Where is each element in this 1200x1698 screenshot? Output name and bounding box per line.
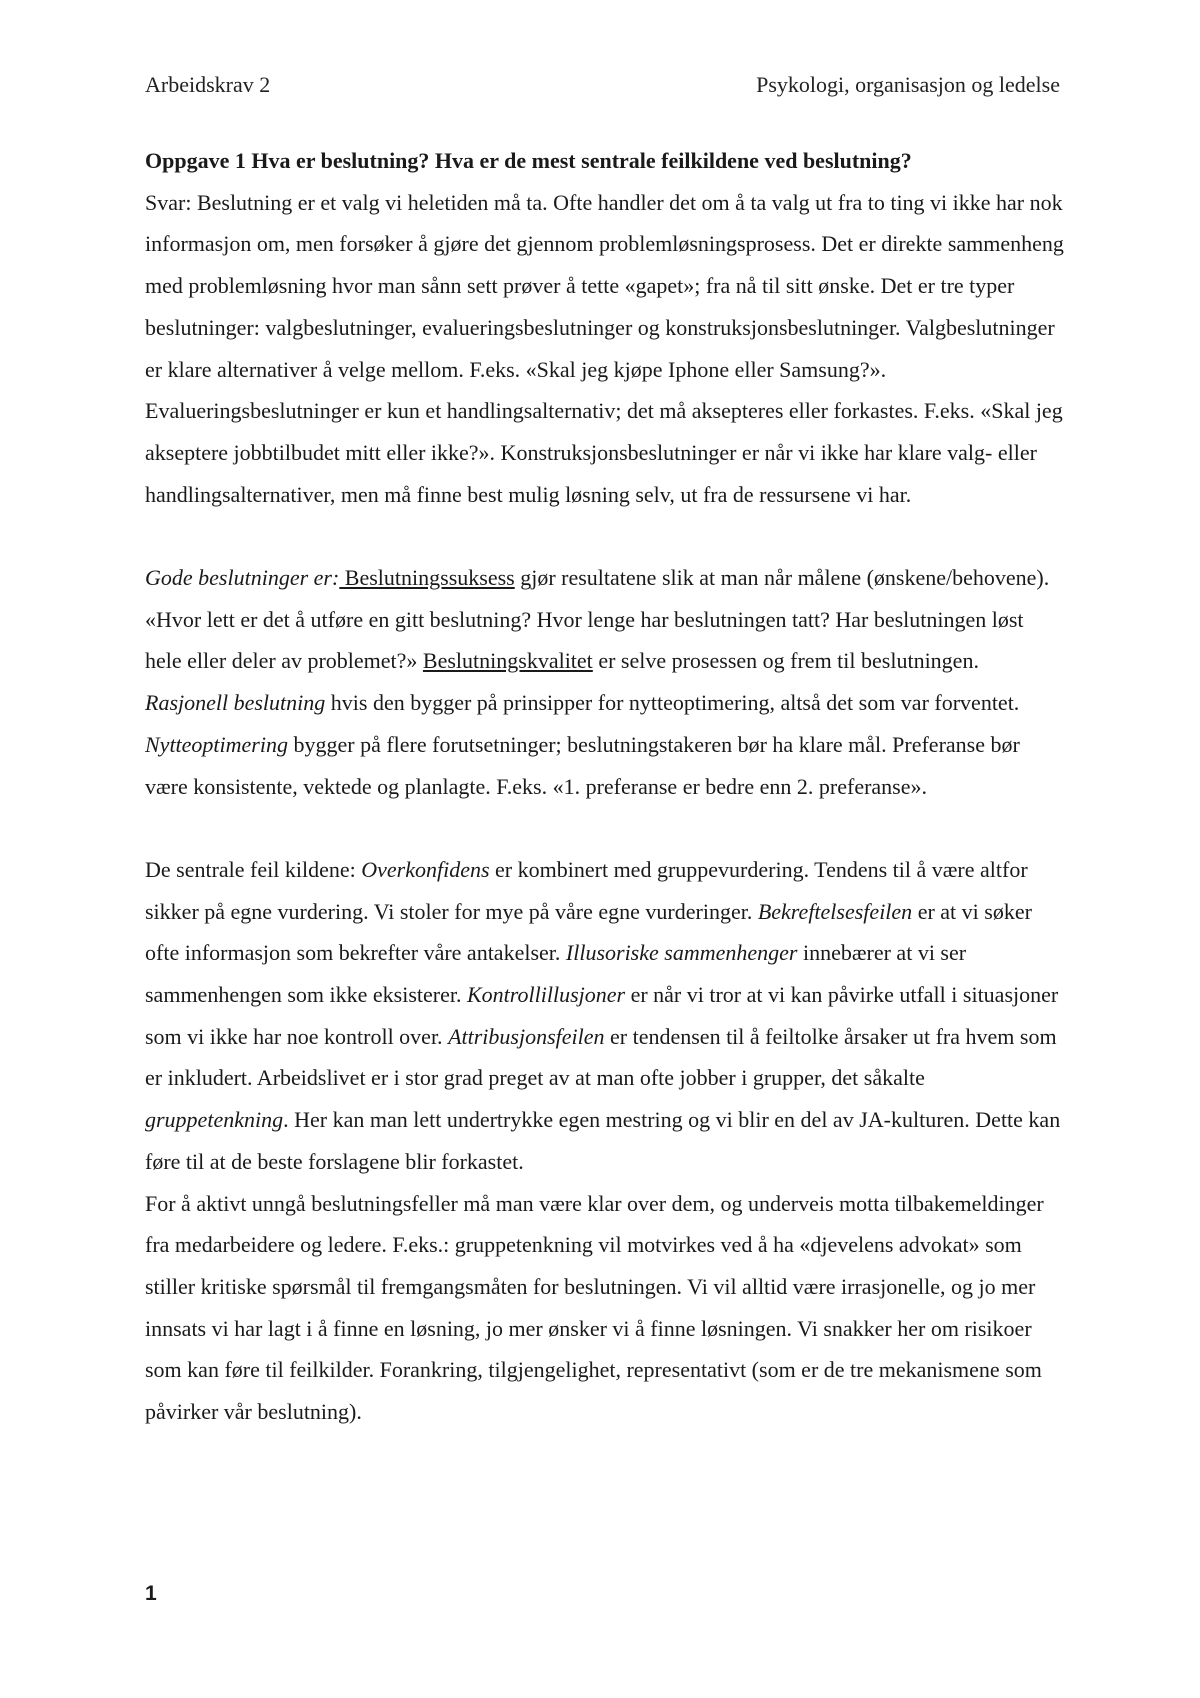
text-run: innebærer at vi ser sammenhengen som ikke eksisterer. (145, 940, 967, 1008)
page-number: 1 (145, 1582, 157, 1605)
italic-term: Illusoriske sammenhenger (565, 940, 798, 966)
text-run: bygger på flere forutsetninger; beslutningstakeren bør ha klare mål. Preferanse bør være konsistente, vektede og planlagte. F.eks. «1. preferanse er bedre enn 2. preferanse». (145, 731, 1020, 799)
italic-term: Nytteoptimering (145, 731, 288, 757)
avoid-traps-paragraph: For å aktivt unngå beslutningsfeller må man være klar over dem, og underveis motta tilbakemeldinger fra medarbeidere og ledere. F.eks.: gruppetenkning vil motvirkes ved å ha «djevelens advokat» som stiller kritiske spørsmål til fremgangsmåten for beslutningen. Vi vil alltid være irrasjonelle, og jo mer innsats vi har lagt i å finne en løsning, jo mer ønsker vi å finne løsningen. Vi snakker her om risikoer som kan føre til feilkilder. Forankring, tilgjengelighet, representativt (som er de tre mekanismene som påvirker vår beslutning). (145, 1190, 1044, 1425)
text-run: gjør resultatene slik at man når målene (ønskene/behovene). «Hvor lett er det å utføre en gitt beslutning? Hvor lenge har beslutningen tatt? Har beslutningen løst hele eller deler av problemet?» (145, 565, 1050, 674)
paragraph-gap (145, 515, 1065, 557)
question-heading: Oppgave 1 Hva er beslutning? Hva er de mest sentrale feilkildene ved beslutning? (145, 148, 912, 173)
good-decisions-paragraph (145, 557, 1065, 807)
header-left: Arbeidskrav 2 (145, 72, 271, 97)
underlined-term: Beslutningssuksess (339, 565, 515, 591)
italic-term: Attribusjonsfeilen (448, 1023, 605, 1049)
header-right: Psykologi, organisasjon og ledelse (756, 72, 1060, 97)
paragraph-gap (145, 807, 1065, 849)
answer-paragraph: Svar: Beslutning er et valg vi heletiden må ta. Ofte handler det om å ta valg ut fra to ting vi ikke har nok informasjon om, men forsøker å gjøre det gjennom problemløsningsprosess. Det er direkte sammenheng med problemløsning hvor man sånn sett prøver å tette «gapet»; fra nå til sitt ønske. Det er tre typer beslutninger: valgbeslutninger, evalueringsbeslutninger og konstruksjonsbeslutninger. Valgbeslutninger er klare alternativer å velge mellom. F.eks. «Skal jeg kjøpe Iphone eller Samsung?». Evalueringsbeslutninger er kun et handlingsalternativ; det må aksepteres eller forkastes. F.eks. «Skal jeg akseptere jobbtilbudet mitt eller ikke?». Konstruksjonsbeslutninger er når vi ikke har klare valg- eller handlingsalternativer, men må finne best mulig løsning selv, ut fra de ressursene vi har. (145, 189, 1064, 507)
text-run: er kombinert med gruppevurdering. Tendens til å være altfor sikker på egne vurdering. Vi stoler for mye på våre egne vurderinger. (145, 856, 1028, 924)
text-run: . Her kan man lett undertrykke egen mestring og vi blir en del av JA-kulturen. Dette kan føre til at de beste forslagene blir forkastet. (145, 1107, 1061, 1174)
italic-term: Bekreftelsesfeilen (757, 898, 913, 924)
text-run: hvis den bygger på prinsipper for nytteoptimering, altså det som var forventet. (325, 690, 1020, 716)
italic-term: Overkonfidens (361, 856, 490, 882)
italic-term: Kontrollillusjoner (466, 982, 626, 1008)
underlined-term: Beslutningskvalitet (422, 648, 593, 674)
text-run: er når vi tror at vi kan påvirke utfall i situasjoner som vi ikke har noe kontroll over. (145, 982, 1059, 1049)
page-header (145, 72, 1060, 98)
text-run: De sentrale feil kildene: (145, 856, 362, 882)
text-run: er tendensen til å feiltolke årsaker ut fra hvem som er inkludert. Arbeidslivet er i stor grad preget av at man ofte jobber i grupper, det såkalte (145, 1023, 1057, 1091)
italic-term: Gode beslutninger er: (145, 565, 340, 591)
error-sources-paragraph (145, 849, 1065, 1183)
text-run: er at vi søker ofte informasjon som bekrefter våre antakelser. (145, 898, 1032, 966)
italic-term: Rasjonell beslutning (145, 690, 326, 716)
body-text (145, 140, 1065, 1433)
italic-term: gruppetenkning (145, 1107, 284, 1133)
text-run: er selve prosessen og frem til beslutningen. (592, 648, 979, 674)
